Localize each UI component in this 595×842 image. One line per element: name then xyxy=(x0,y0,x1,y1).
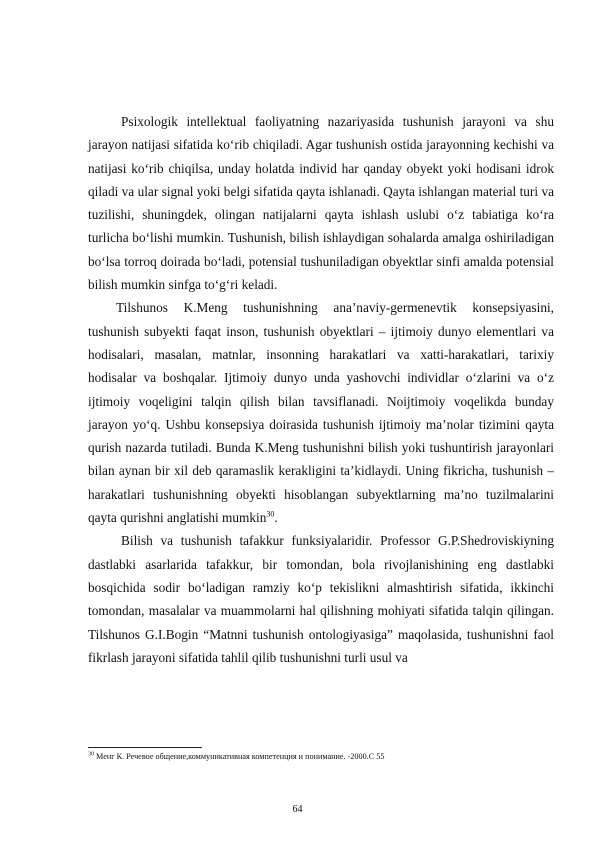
paragraph-1 xyxy=(88,110,554,296)
paragraph-1-text: Psixologik intellektual faoliyatning nazariyasida tushunish jarayoni va shu jarayon natijasi sifatida ko‘rib chiqiladi. Agar tushunish ostida jarayonning kechishi va natijasi ko‘rib chiqilsa, unday holatda individ har qanday obyekt yoki hodisani idrok qiladi va ular signal yoki belgi sifatida qayta ishlanadi. Qayta ishlangan material turi va tuzilishi, shuningdek, olingan natijalarni qayta ishlash uslubi o‘z tabiatiga ko‘ra turlicha bo‘lishi mumkin. Tushunish, bilish ishlaydigan sohalarda amalga oshiriladigan bo‘lsa torroq doirada bo‘ladi, potensial tushuniladigan obyektlar sinfi amalda potensial bilish mumkin sinfga to‘g‘ri keladi. xyxy=(88,114,554,293)
paragraph-3-text: Bilish va tushunish tafakkur funksiyalaridir. Professor G.P.Shedroviskiyning dastlabki asarlarida tafakkur, bir tomondan, bola rivojlanishining eng dastlabki bosqichida sodir bo‘ladigan ramziy ko‘p tekislikni almashtirish sifatida, ikkinchi tomondan, masalalar va muammolarni hal qilishning mohiyati sifatida talqin qilingan. Tilshunos G.I.Bogin “Matnni tushunish ontologiyasiga” maqolasida, tushunishni faol fikrlash jarayoni sifatida tahlil qilib tushunishni turli usul va xyxy=(88,533,554,665)
paragraph-2-end: . xyxy=(274,510,278,526)
footnote xyxy=(88,751,554,762)
paragraph-2-text: Tilshunos K.Meng tushunishning ana’naviy-germenevtik konsepsiyasini, tushunish subyekti faqat inson, tushunish obyektlari – ijtimoiy dunyo elementlari va hodisalari, masalan, matnlar, insonning harakatlari va xatti-harakatlari, tarixiy hodisalar va boshqalar. Ijtimoiy dunyo unda yashovchi individlar o‘zlarini va o‘z ijtimoiy voqeligini talqin qilish bilan tavsiflanadi. Noijtimoiy voqelikda bunday jarayon yo‘q. Ushbu konsepsiya doirasida tushunish ijtimoiy ma’nolar tizimini qayta qurish nazarda tutiladi. Bunda K.Meng tushunishni bilish yoki tushuntirish jarayonlari bilan aynan bir xil deb qaramaslik kerakligini ta’kidlaydi. Uning fikricha, tushunish – harakatlari tushunishning obyekti hisoblangan subyektlarning ma’no tuzilmalarini qayta qurishni anglatishi mumkin xyxy=(88,300,554,526)
paragraph-2 xyxy=(88,296,554,529)
footnote-reference[interactable]: 30 xyxy=(266,509,275,519)
footnote-divider xyxy=(88,747,202,748)
page-number: 64 xyxy=(292,804,303,815)
footnote-number: 30 xyxy=(88,751,94,758)
paragraph-3 xyxy=(88,529,554,669)
footnote-text: Менг К. Речевое общение,коммуникативная компетенция и понимание. -2000.С 55 xyxy=(96,752,385,761)
document-body xyxy=(88,110,554,669)
